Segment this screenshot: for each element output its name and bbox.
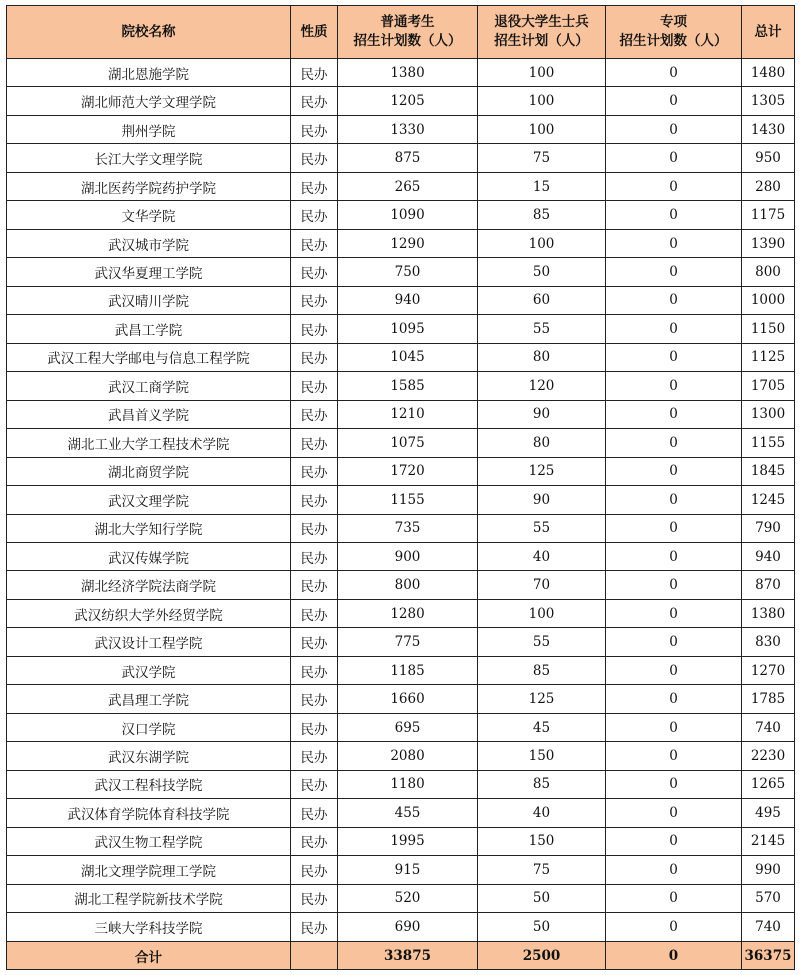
cell-school-name: 湖北师范大学文理学院	[7, 87, 291, 115]
cell-special: 0	[606, 400, 742, 428]
table-row	[7, 258, 795, 286]
cell-school-name: 湖北商贸学院	[7, 457, 291, 485]
table-row	[7, 59, 795, 87]
cell-nature: 民办	[291, 486, 338, 514]
cell-special: 0	[606, 628, 742, 656]
cell-veteran: 50	[478, 258, 606, 286]
cell-nature: 民办	[291, 571, 338, 599]
table-row	[7, 201, 795, 229]
header-nature: 性质	[291, 6, 338, 59]
header-veteran-line1: 退役大学生士兵	[494, 14, 589, 30]
table-row	[7, 599, 795, 627]
total-row	[7, 942, 795, 970]
cell-total: 870	[742, 571, 795, 599]
table-row	[7, 770, 795, 798]
cell-school-name: 湖北文理学院理工学院	[7, 856, 291, 884]
cell-regular: 1585	[338, 372, 478, 400]
cell-school-name: 武昌首义学院	[7, 400, 291, 428]
table-row	[7, 628, 795, 656]
cell-regular: 1205	[338, 87, 478, 115]
table-body	[7, 59, 795, 942]
table-row	[7, 372, 795, 400]
cell-school-name: 湖北恩施学院	[7, 59, 291, 87]
table-row	[7, 856, 795, 884]
table-row	[7, 656, 795, 684]
cell-special: 0	[606, 827, 742, 855]
cell-special: 0	[606, 571, 742, 599]
cell-nature: 民办	[291, 799, 338, 827]
cell-special: 0	[606, 315, 742, 343]
cell-special: 0	[606, 201, 742, 229]
cell-veteran: 100	[478, 599, 606, 627]
cell-special: 0	[606, 229, 742, 257]
cell-nature: 民办	[291, 542, 338, 570]
cell-special: 0	[606, 457, 742, 485]
cell-regular: 1290	[338, 229, 478, 257]
cell-veteran: 55	[478, 514, 606, 542]
cell-regular: 1720	[338, 457, 478, 485]
cell-total: 1000	[742, 286, 795, 314]
cell-veteran: 50	[478, 913, 606, 942]
cell-total: 495	[742, 799, 795, 827]
cell-veteran: 150	[478, 742, 606, 770]
table-row	[7, 286, 795, 314]
cell-regular: 1155	[338, 486, 478, 514]
cell-special: 0	[606, 713, 742, 741]
cell-nature: 民办	[291, 742, 338, 770]
cell-nature: 民办	[291, 144, 338, 172]
table-footer	[7, 942, 795, 970]
cell-school-name: 武汉工程科技学院	[7, 770, 291, 798]
cell-veteran: 85	[478, 656, 606, 684]
cell-school-name: 武汉生物工程学院	[7, 827, 291, 855]
header-special-line2: 招生计划数（人）	[619, 33, 728, 49]
cell-regular: 1280	[338, 599, 478, 627]
table-row	[7, 229, 795, 257]
cell-total: 1430	[742, 115, 795, 143]
cell-special: 0	[606, 486, 742, 514]
cell-regular: 1075	[338, 429, 478, 457]
cell-total: 1265	[742, 770, 795, 798]
cell-total: 280	[742, 172, 795, 200]
header-school-name: 院校名称	[7, 6, 291, 59]
total-nature-cell	[291, 942, 338, 970]
cell-regular: 1090	[338, 201, 478, 229]
table-row	[7, 172, 795, 200]
cell-regular: 1660	[338, 685, 478, 713]
cell-total: 2145	[742, 827, 795, 855]
cell-veteran: 55	[478, 628, 606, 656]
cell-veteran: 50	[478, 884, 606, 912]
cell-regular: 1330	[338, 115, 478, 143]
cell-regular: 690	[338, 913, 478, 942]
cell-nature: 民办	[291, 827, 338, 855]
cell-nature: 民办	[291, 656, 338, 684]
total-veteran: 2500	[478, 942, 606, 970]
cell-veteran: 120	[478, 372, 606, 400]
cell-special: 0	[606, 742, 742, 770]
cell-special: 0	[606, 144, 742, 172]
table-row	[7, 571, 795, 599]
cell-total: 1150	[742, 315, 795, 343]
table-row	[7, 486, 795, 514]
cell-nature: 民办	[291, 400, 338, 428]
cell-regular: 775	[338, 628, 478, 656]
cell-regular: 1380	[338, 59, 478, 87]
cell-regular: 1185	[338, 656, 478, 684]
cell-nature: 民办	[291, 913, 338, 942]
cell-school-name: 湖北工业大学工程技术学院	[7, 429, 291, 457]
cell-special: 0	[606, 799, 742, 827]
cell-regular: 1095	[338, 315, 478, 343]
header-special-plan	[606, 6, 742, 59]
cell-veteran: 45	[478, 713, 606, 741]
cell-nature: 民办	[291, 201, 338, 229]
table-row	[7, 429, 795, 457]
cell-total: 950	[742, 144, 795, 172]
cell-veteran: 150	[478, 827, 606, 855]
cell-veteran: 55	[478, 315, 606, 343]
cell-nature: 民办	[291, 229, 338, 257]
table-row	[7, 343, 795, 371]
cell-school-name: 武汉学院	[7, 656, 291, 684]
cell-school-name: 武汉工商学院	[7, 372, 291, 400]
table-row	[7, 457, 795, 485]
table-row	[7, 685, 795, 713]
cell-special: 0	[606, 59, 742, 87]
cell-veteran: 60	[478, 286, 606, 314]
cell-school-name: 武昌工学院	[7, 315, 291, 343]
header-total: 总计	[742, 6, 795, 59]
cell-total: 1300	[742, 400, 795, 428]
cell-total: 2230	[742, 742, 795, 770]
cell-school-name: 武汉设计工程学院	[7, 628, 291, 656]
cell-regular: 940	[338, 286, 478, 314]
cell-total: 570	[742, 884, 795, 912]
cell-school-name: 武汉华夏理工学院	[7, 258, 291, 286]
cell-school-name: 武汉东湖学院	[7, 742, 291, 770]
cell-school-name: 湖北大学知行学院	[7, 514, 291, 542]
table-row	[7, 115, 795, 143]
cell-special: 0	[606, 429, 742, 457]
cell-veteran: 40	[478, 542, 606, 570]
cell-veteran: 100	[478, 229, 606, 257]
table-row	[7, 742, 795, 770]
cell-nature: 民办	[291, 87, 338, 115]
table-header	[7, 6, 795, 59]
header-veteran-line2: 招生计划（人）	[494, 33, 589, 49]
cell-special: 0	[606, 286, 742, 314]
cell-total: 1175	[742, 201, 795, 229]
cell-veteran: 100	[478, 87, 606, 115]
cell-total: 940	[742, 542, 795, 570]
cell-school-name: 武汉体育学院体育科技学院	[7, 799, 291, 827]
cell-veteran: 85	[478, 770, 606, 798]
cell-total: 1785	[742, 685, 795, 713]
cell-nature: 民办	[291, 258, 338, 286]
cell-nature: 民办	[291, 286, 338, 314]
cell-nature: 民办	[291, 628, 338, 656]
cell-total: 990	[742, 856, 795, 884]
cell-special: 0	[606, 87, 742, 115]
header-special-line1: 专项	[660, 14, 687, 30]
table-row	[7, 913, 795, 942]
cell-special: 0	[606, 856, 742, 884]
cell-veteran: 15	[478, 172, 606, 200]
cell-regular: 750	[338, 258, 478, 286]
cell-veteran: 85	[478, 201, 606, 229]
table-row	[7, 514, 795, 542]
total-sum: 36375	[742, 942, 795, 970]
cell-veteran: 125	[478, 457, 606, 485]
cell-school-name: 汉口学院	[7, 713, 291, 741]
total-regular: 33875	[338, 942, 478, 970]
table-row	[7, 827, 795, 855]
cell-special: 0	[606, 115, 742, 143]
cell-regular: 800	[338, 571, 478, 599]
cell-special: 0	[606, 770, 742, 798]
cell-school-name: 三峡大学科技学院	[7, 913, 291, 942]
cell-regular: 265	[338, 172, 478, 200]
cell-total: 800	[742, 258, 795, 286]
cell-veteran: 70	[478, 571, 606, 599]
cell-school-name: 武昌理工学院	[7, 685, 291, 713]
cell-total: 1705	[742, 372, 795, 400]
cell-nature: 民办	[291, 884, 338, 912]
cell-veteran: 100	[478, 115, 606, 143]
cell-total: 1305	[742, 87, 795, 115]
cell-total: 1270	[742, 656, 795, 684]
cell-special: 0	[606, 656, 742, 684]
cell-regular: 520	[338, 884, 478, 912]
table-row	[7, 144, 795, 172]
cell-total: 740	[742, 913, 795, 942]
table-row	[7, 315, 795, 343]
cell-total: 1390	[742, 229, 795, 257]
cell-nature: 民办	[291, 315, 338, 343]
cell-nature: 民办	[291, 115, 338, 143]
header-veteran-plan	[478, 6, 606, 59]
header-regular-line1: 普通考生	[380, 14, 435, 30]
table-row	[7, 400, 795, 428]
cell-nature: 民办	[291, 599, 338, 627]
table-row	[7, 884, 795, 912]
cell-school-name: 长江大学文理学院	[7, 144, 291, 172]
cell-regular: 2080	[338, 742, 478, 770]
cell-school-name: 武汉城市学院	[7, 229, 291, 257]
cell-special: 0	[606, 258, 742, 286]
cell-total: 790	[742, 514, 795, 542]
cell-special: 0	[606, 514, 742, 542]
cell-total: 1845	[742, 457, 795, 485]
cell-veteran: 100	[478, 59, 606, 87]
cell-nature: 民办	[291, 457, 338, 485]
cell-school-name: 荆州学院	[7, 115, 291, 143]
cell-total: 1480	[742, 59, 795, 87]
cell-regular: 915	[338, 856, 478, 884]
cell-school-name: 文华学院	[7, 201, 291, 229]
cell-special: 0	[606, 172, 742, 200]
cell-nature: 民办	[291, 429, 338, 457]
cell-regular: 1210	[338, 400, 478, 428]
cell-school-name: 湖北工程学院新技术学院	[7, 884, 291, 912]
cell-veteran: 90	[478, 486, 606, 514]
cell-regular: 875	[338, 144, 478, 172]
cell-total: 1245	[742, 486, 795, 514]
cell-nature: 民办	[291, 59, 338, 87]
table-row	[7, 542, 795, 570]
cell-special: 0	[606, 913, 742, 942]
cell-nature: 民办	[291, 514, 338, 542]
cell-school-name: 武汉晴川学院	[7, 286, 291, 314]
cell-school-name: 武汉工程大学邮电与信息工程学院	[7, 343, 291, 371]
cell-regular: 695	[338, 713, 478, 741]
cell-total: 1155	[742, 429, 795, 457]
cell-special: 0	[606, 884, 742, 912]
cell-veteran: 75	[478, 856, 606, 884]
cell-special: 0	[606, 343, 742, 371]
cell-nature: 民办	[291, 172, 338, 200]
cell-total: 1380	[742, 599, 795, 627]
cell-nature: 民办	[291, 856, 338, 884]
cell-school-name: 武汉文理学院	[7, 486, 291, 514]
cell-veteran: 75	[478, 144, 606, 172]
cell-nature: 民办	[291, 770, 338, 798]
cell-regular: 455	[338, 799, 478, 827]
header-regular-plan	[338, 6, 478, 59]
cell-school-name: 湖北医药学院药护学院	[7, 172, 291, 200]
cell-veteran: 40	[478, 799, 606, 827]
cell-regular: 1180	[338, 770, 478, 798]
cell-regular: 1045	[338, 343, 478, 371]
cell-nature: 民办	[291, 685, 338, 713]
cell-regular: 900	[338, 542, 478, 570]
table-row	[7, 799, 795, 827]
cell-school-name: 武汉纺织大学外经贸学院	[7, 599, 291, 627]
cell-school-name: 湖北经济学院法商学院	[7, 571, 291, 599]
cell-total: 1125	[742, 343, 795, 371]
table-row	[7, 87, 795, 115]
cell-school-name: 武汉传媒学院	[7, 542, 291, 570]
cell-regular: 735	[338, 514, 478, 542]
cell-nature: 民办	[291, 372, 338, 400]
cell-regular: 1995	[338, 827, 478, 855]
cell-veteran: 80	[478, 343, 606, 371]
cell-special: 0	[606, 372, 742, 400]
cell-veteran: 80	[478, 429, 606, 457]
cell-special: 0	[606, 542, 742, 570]
cell-nature: 民办	[291, 713, 338, 741]
cell-total: 830	[742, 628, 795, 656]
total-label: 合计	[7, 942, 291, 970]
header-regular-line2: 招生计划数（人）	[353, 33, 462, 49]
header-row	[7, 6, 795, 59]
cell-special: 0	[606, 685, 742, 713]
cell-veteran: 90	[478, 400, 606, 428]
table-row	[7, 713, 795, 741]
cell-veteran: 125	[478, 685, 606, 713]
cell-special: 0	[606, 599, 742, 627]
total-special: 0	[606, 942, 742, 970]
cell-total: 740	[742, 713, 795, 741]
cell-nature: 民办	[291, 343, 338, 371]
enrollment-plan-table	[6, 5, 795, 970]
